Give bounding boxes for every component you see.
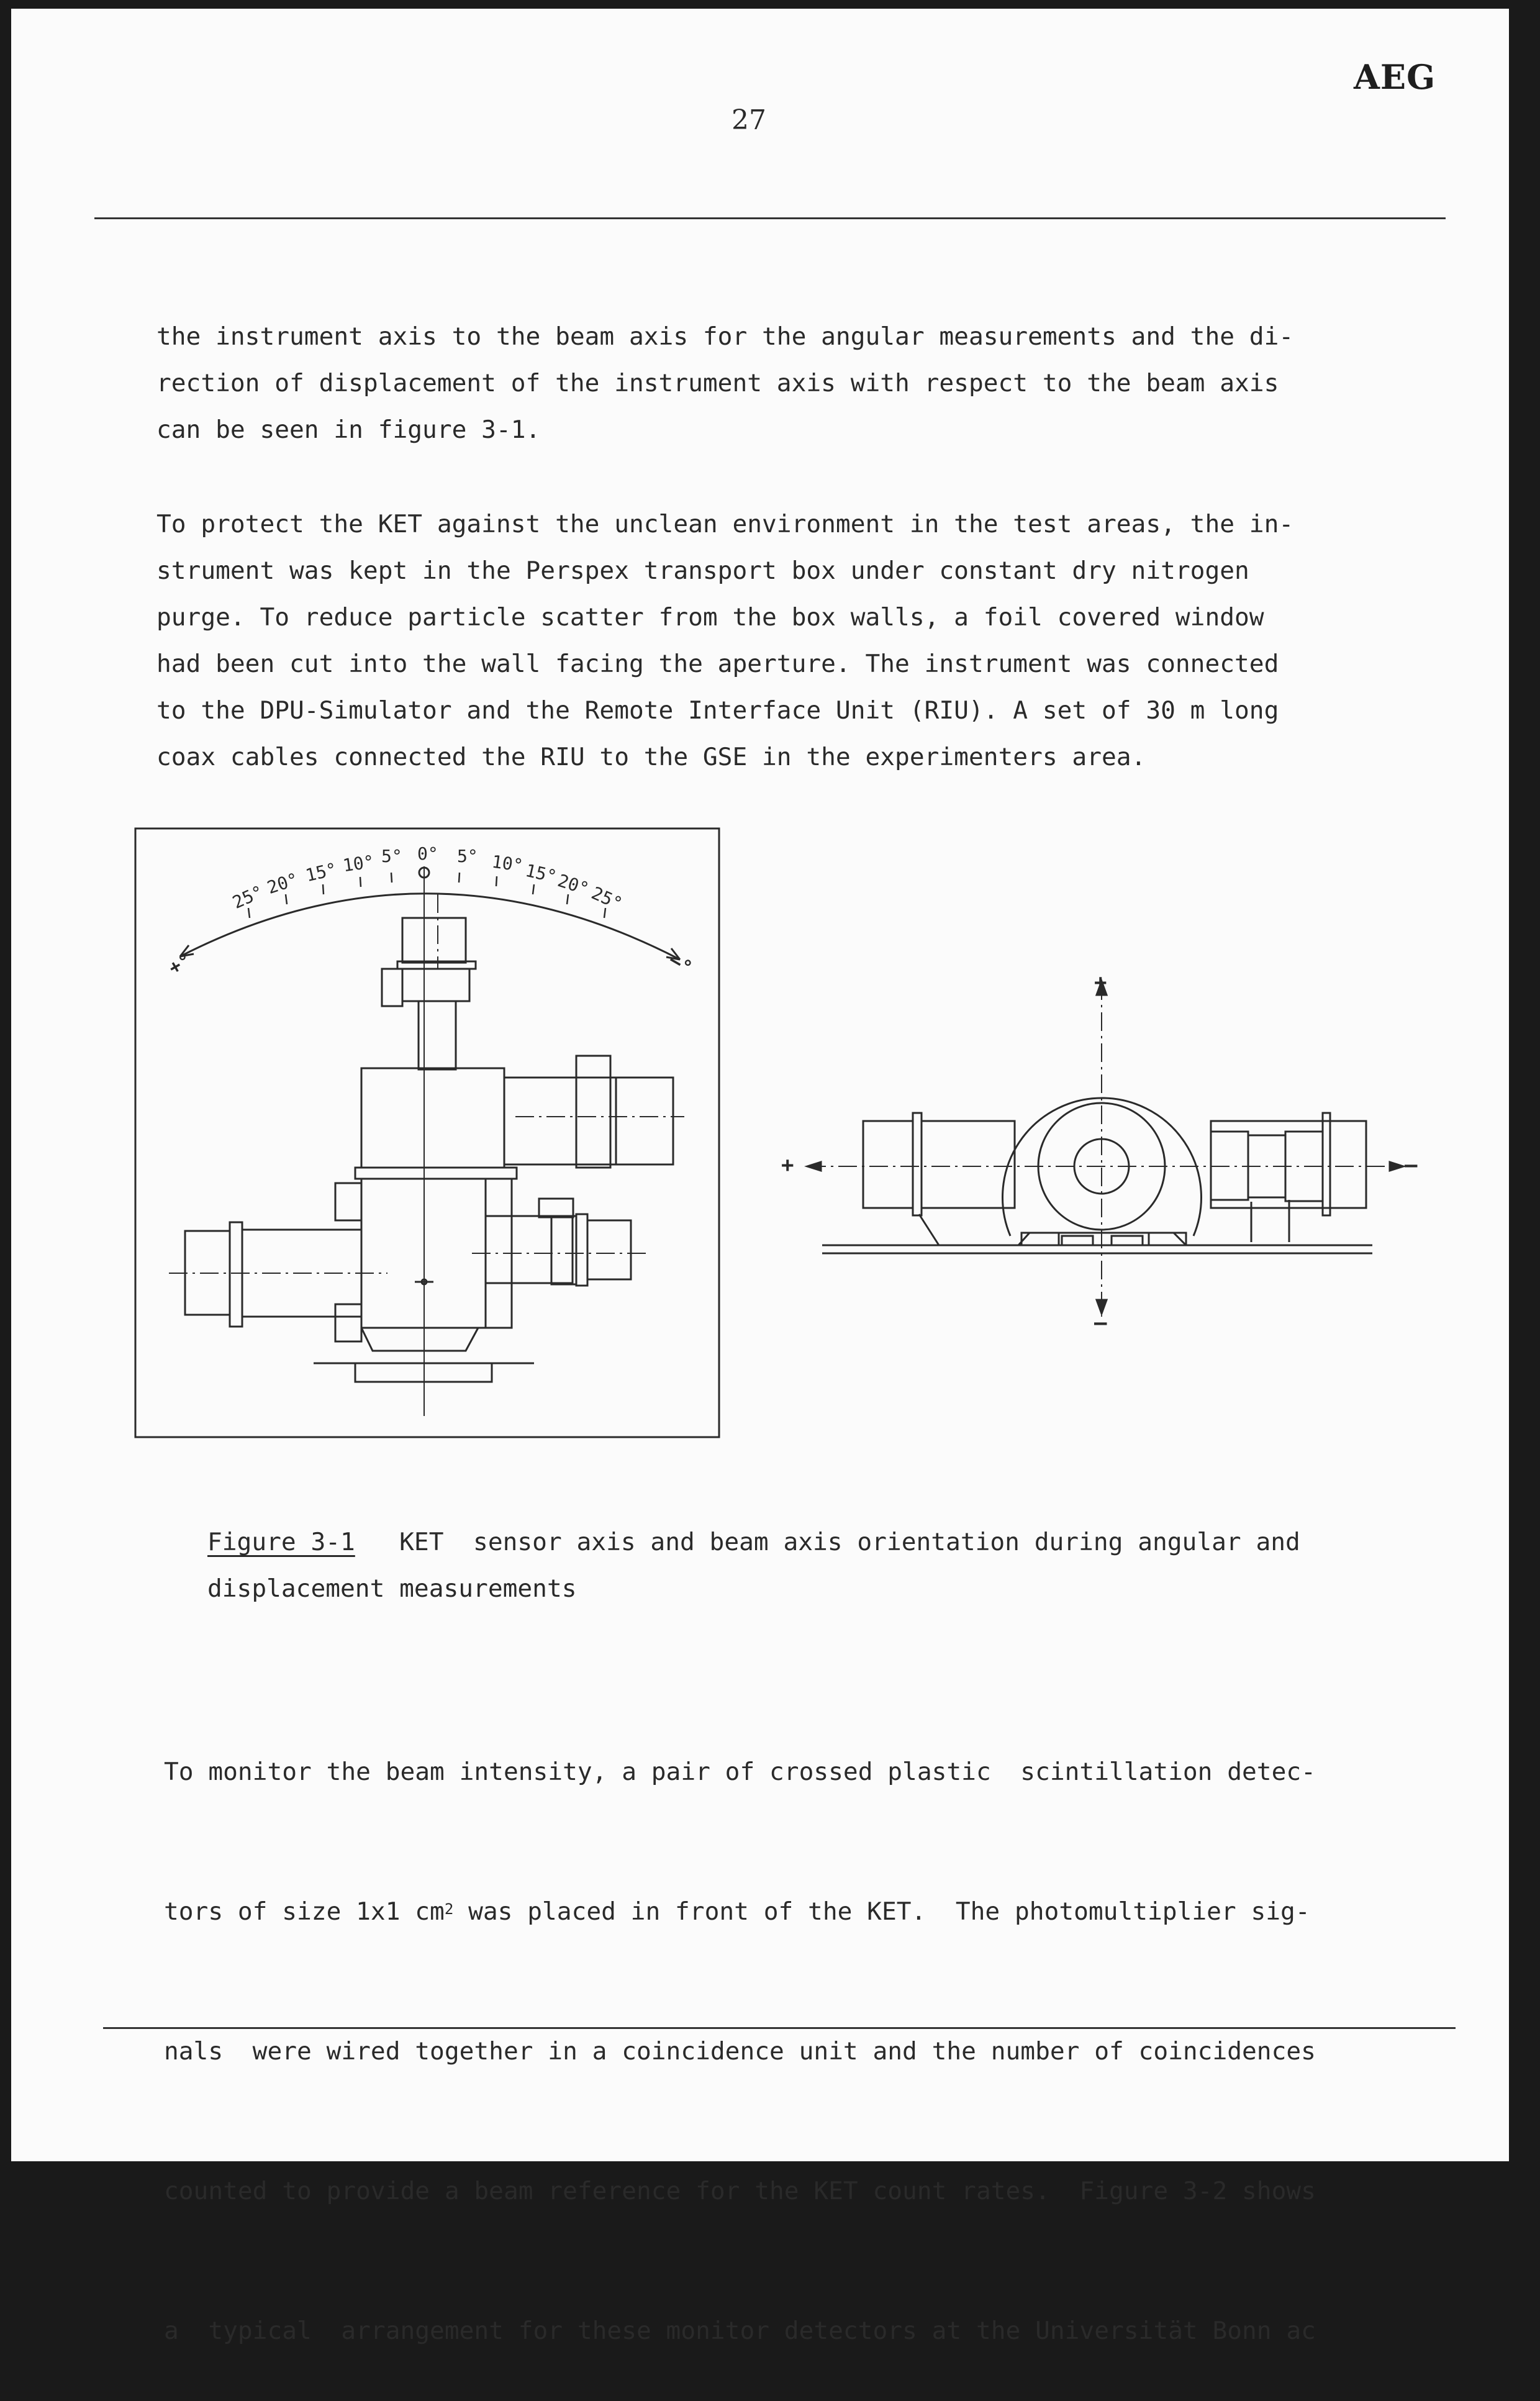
caption-label: Figure 3-1 [207,1528,355,1556]
paragraph-line: To protect the KET against the unclean environment in the test areas, the in- [156,510,1294,538]
aeg-logo: AEG [1354,57,1436,97]
paragraph-line: to the DPU-Simulator and the Remote Interface Unit (RIU). A set of 30 m long [156,696,1279,725]
figure-displacement-diagram [776,969,1428,1341]
paragraph-line: coax cables connected the RIU to the GSE in the experimenters area. [156,743,1146,771]
angle-label-25-left: 25° [229,881,267,913]
plus-vertical-label: + [1094,970,1107,995]
caption-text: KET sensor axis and beam axis orientation during angular and [355,1528,1300,1556]
page-number: 27 [732,104,766,136]
paragraph-line: had been cut into the wall facing the aperture. The instrument was connected [156,650,1279,678]
paragraph-text: tors of size 1x1 cm [164,1897,445,1926]
angle-label-10-right: 10° [490,851,525,876]
paragraph-line: To monitor the beam intensity, a pair of crossed plastic scintillation detec- [164,1758,1316,1786]
paragraph-line: strument was kept in the Perspex transport box under constant dry nitrogen [156,556,1249,585]
angle-label-20-left: 20° [265,868,301,899]
minus-vertical-label: – [1094,1310,1107,1335]
paragraph-line: nals were wired together in a coincidence unit and the number of coincidences [164,2037,1316,2066]
angle-label-15-left: 15° [303,858,339,886]
plus-horizontal-label: + [781,1153,794,1178]
figure-caption [207,1519,1300,1612]
minus-horizontal-label: – [1405,1153,1418,1178]
angle-label-10-left: 10° [341,851,376,876]
angle-label-0: 0° [417,843,438,864]
paragraph-line: rection of displacement of the instrument axis with respect to the beam axis [156,369,1279,397]
angle-label-5-left: 5° [381,846,402,866]
paragraph-line [164,1889,1316,1935]
angle-label-5-right: 5° [457,846,478,866]
figure-angular-diagram [0,0,745,1453]
paragraph-text: was placed in front of the KET. The photomultiplier sig- [453,1897,1310,1926]
plus-degree-label: +° [165,949,196,979]
paragraph-line: counted to provide a beam reference for the KET count rates. Figure 3-2 shows [164,2177,1316,2205]
angle-label-15-right: 15° [523,860,559,887]
caption-line [207,1519,1300,1566]
superscript: 2 [444,1900,454,1918]
caption-line: displacement measurements [207,1574,577,1603]
paragraph-line: the instrument axis to the beam axis for the angular measurements and the di- [156,322,1294,351]
paragraph-line: purge. To reduce particle scatter from the box walls, a foil covered window [156,603,1264,632]
angle-label-20-right: 20° [555,869,592,900]
paragraph-line: a typical arrangement for these monitor detectors at the Universität Bonn ac [164,2317,1316,2345]
paragraph-line: can be seen in figure 3-1. [156,415,541,444]
angle-label-25-right: 25° [588,883,626,914]
footer-rule [103,2027,1456,2029]
minus-degree-label: –° [665,949,696,979]
figure-frame [135,828,719,1437]
